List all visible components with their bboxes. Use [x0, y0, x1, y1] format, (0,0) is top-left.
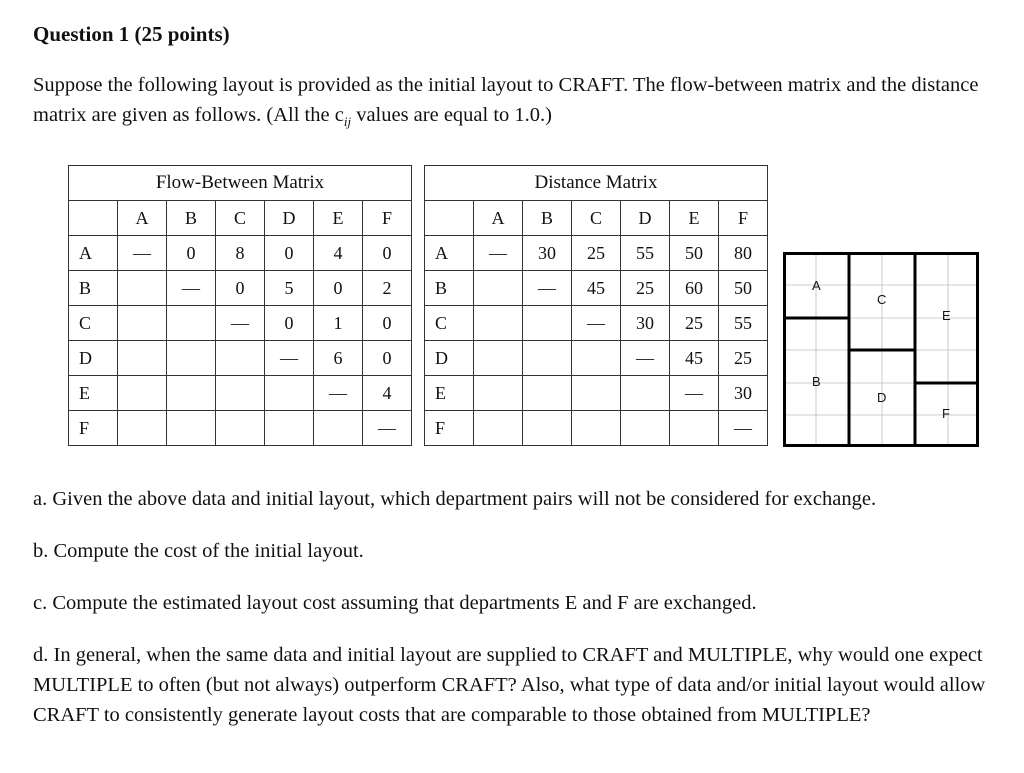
column-header: F [363, 201, 412, 236]
matrix-cell [523, 306, 572, 341]
column-header: E [314, 201, 363, 236]
matrix-cell: 2 [363, 271, 412, 306]
matrix-cell: 30 [621, 306, 670, 341]
matrix-cell: 45 [670, 341, 719, 376]
flow-between-matrix [68, 165, 412, 446]
matrix-cell: 0 [363, 306, 412, 341]
matrix-cell: 55 [719, 306, 768, 341]
matrix-cell [216, 376, 265, 411]
matrix-cell [167, 341, 216, 376]
matrix-cell: — [363, 411, 412, 446]
row-label: B [69, 271, 118, 306]
matrix-cell: 50 [670, 236, 719, 271]
matrix-cell: 25 [572, 236, 621, 271]
matrix-cell [314, 411, 363, 446]
matrix-cell: — [167, 271, 216, 306]
matrix-cell: 30 [719, 376, 768, 411]
row-label: F [69, 411, 118, 446]
matrix-cell [523, 411, 572, 446]
matrix-cell: 0 [167, 236, 216, 271]
matrix-cell: 80 [719, 236, 768, 271]
matrix-cell [118, 376, 167, 411]
distance-matrix-header [425, 201, 768, 236]
matrix-cell [118, 306, 167, 341]
matrix-cell: — [314, 376, 363, 411]
matrix-row [69, 236, 412, 271]
question-title: Question 1 (25 points) [33, 22, 230, 46]
matrix-cell: 0 [265, 236, 314, 271]
matrix-cell: 1 [314, 306, 363, 341]
part-c-text: c. Compute the estimated layout cost assuming that departments E and F are exchanged. [33, 592, 757, 614]
matrix-cell [118, 271, 167, 306]
matrix-cell [670, 411, 719, 446]
matrix-cell: 0 [314, 271, 363, 306]
matrix-row [69, 411, 412, 446]
matrix-cell [474, 271, 523, 306]
dept-label-f: F [942, 406, 950, 421]
column-header: A [474, 201, 523, 236]
matrix-cell: 4 [363, 376, 412, 411]
matrix-row [69, 341, 412, 376]
row-label: A [69, 236, 118, 271]
matrix-cell [265, 376, 314, 411]
matrix-cell [572, 341, 621, 376]
matrix-cell [216, 341, 265, 376]
column-header: F [719, 201, 768, 236]
matrix-cell: 30 [523, 236, 572, 271]
row-label: D [425, 341, 474, 376]
matrix-cell: — [670, 376, 719, 411]
matrix-cell: 4 [314, 236, 363, 271]
part-d-text: d. In general, when the same data and initial layout are supplied to CRAFT and MULTIPLE, why would one expect MULTIPLE to often (but not always) outperform CRAFT? Also, what type of data and/or initial layout would allow CRAFT to consistently generate layout costs that are comparable to those obtained from MULTIPLE? [33, 644, 986, 726]
matrix-cell [167, 306, 216, 341]
row-label: B [425, 271, 474, 306]
column-header: B [523, 201, 572, 236]
row-label: C [425, 306, 474, 341]
column-header: B [167, 201, 216, 236]
matrix-cell: — [572, 306, 621, 341]
row-label: E [425, 376, 474, 411]
dept-label-d: D [877, 390, 887, 405]
distance-matrix [424, 165, 768, 446]
dept-label-c: C [877, 292, 887, 307]
matrix-cell: — [474, 236, 523, 271]
matrix-cell: 50 [719, 271, 768, 306]
matrix-cell [523, 341, 572, 376]
matrix-cell: — [621, 341, 670, 376]
matrix-cell: 0 [216, 271, 265, 306]
matrix-row [425, 236, 768, 271]
matrix-row [425, 341, 768, 376]
question-intro: Suppose the following layout is provided as the initial layout to CRAFT. The flow-between matrix and the distance matrix are given as follows. (All the $c_{ij}$ values are equal to 1.0.) [33, 74, 979, 130]
matrix-cell [474, 411, 523, 446]
matrix-row [69, 376, 412, 411]
matrix-row [425, 271, 768, 306]
flow-matrix-header [69, 201, 412, 236]
matrix-cell [167, 411, 216, 446]
matrix-cell [621, 411, 670, 446]
row-label: A [425, 236, 474, 271]
dept-label-e: E [942, 308, 951, 323]
matrix-cell [572, 411, 621, 446]
matrix-cell [118, 341, 167, 376]
initial-layout-diagram [783, 252, 979, 447]
column-header: D [621, 201, 670, 236]
matrix-cell: — [216, 306, 265, 341]
matrix-cell: — [118, 236, 167, 271]
distance-matrix-title: Distance Matrix [425, 166, 768, 201]
column-header: D [265, 201, 314, 236]
matrix-row [425, 306, 768, 341]
matrix-cell: 0 [363, 341, 412, 376]
matrix-cell [523, 376, 572, 411]
matrix-cell [621, 376, 670, 411]
row-label: C [69, 306, 118, 341]
row-label: D [69, 341, 118, 376]
flow-matrix-title: Flow-Between Matrix [69, 166, 412, 201]
dept-label-b: B [812, 374, 821, 389]
matrix-cell [118, 411, 167, 446]
column-header: E [670, 201, 719, 236]
dept-label-a: A [812, 278, 821, 293]
matrix-cell [265, 411, 314, 446]
matrix-cell: — [719, 411, 768, 446]
part-a-text: a. Given the above data and initial layout, which department pairs will not be considered for exchange. [33, 488, 877, 510]
matrix-cell: 60 [670, 271, 719, 306]
column-header: C [216, 201, 265, 236]
matrix-cell: 45 [572, 271, 621, 306]
matrix-cell: 6 [314, 341, 363, 376]
matrix-cell [167, 376, 216, 411]
matrix-cell: 55 [621, 236, 670, 271]
matrix-cell: 8 [216, 236, 265, 271]
matrix-row [69, 271, 412, 306]
matrix-cell: 0 [265, 306, 314, 341]
column-header: A [118, 201, 167, 236]
row-label: F [425, 411, 474, 446]
matrix-cell: 5 [265, 271, 314, 306]
matrix-cell [474, 306, 523, 341]
matrix-row [69, 306, 412, 341]
column-header: C [572, 201, 621, 236]
matrix-cell: 25 [719, 341, 768, 376]
matrix-row [425, 411, 768, 446]
matrix-row [425, 376, 768, 411]
matrix-cell: — [265, 341, 314, 376]
matrix-cell [216, 411, 265, 446]
matrix-cell: 25 [670, 306, 719, 341]
part-b-text: b. Compute the cost of the initial layout. [33, 540, 364, 562]
matrix-cell: 25 [621, 271, 670, 306]
row-label: E [69, 376, 118, 411]
matrix-cell: — [523, 271, 572, 306]
matrix-cell: 0 [363, 236, 412, 271]
matrix-cell [474, 376, 523, 411]
matrix-cell [572, 376, 621, 411]
matrix-cell [474, 341, 523, 376]
